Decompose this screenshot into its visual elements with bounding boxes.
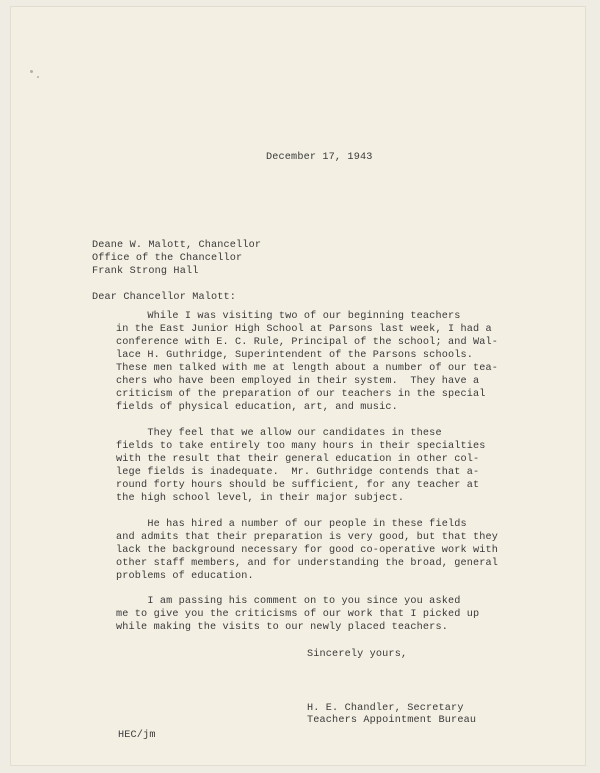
body-line: with the result that their general education in other col- [116,454,480,465]
paper-mark [30,70,33,73]
signature-name: H. E. Chandler, Secretary [307,703,464,714]
body-line: fields of physical education, art, and music. [116,402,398,413]
body-line: and admits that their preparation is very good, but that they [116,532,499,543]
body-line: problems of education. [116,571,254,582]
body-line: me to give you the criticisms of our work that I picked up [116,609,480,620]
body-line: in the East Junior High School at Parsons last week, I had a [116,324,492,335]
body-line: round forty hours should be sufficient, for any teacher at [116,480,480,491]
recipient-office: Office of the Chancellor [92,253,243,264]
body-line: while making the visits to our newly placed teachers. [116,622,448,633]
recipient-building: Frank Strong Hall [92,266,199,277]
body-line: lege fields is inadequate. Mr. Guthridge contends that a- [116,467,480,478]
paper-mark [37,76,39,78]
body-line: the high school level, in their major subject. [116,493,405,504]
body-line: fields to take entirely too many hours in their specialties [116,441,486,452]
signature-title: Teachers Appointment Bureau [307,715,477,726]
salutation: Dear Chancellor Malott: [92,292,237,303]
letter-page [10,6,586,766]
closing: Sincerely yours, [307,649,408,660]
body-line: lace H. Guthridge, Superintendent of the Parsons schools. [116,350,474,361]
body-line: These men talked with me at length about a number of our tea- [116,363,499,374]
letter-date: December 17, 1943 [266,152,373,163]
typist-initials: HEC/jm [118,730,156,741]
body-line: I am passing his comment on to you since you asked [116,596,461,607]
recipient-name: Deane W. Malott, Chancellor [92,240,262,251]
body-line: other staff members, and for understanding the broad, general [116,558,499,569]
body-line: chers who have been employed in their system. They have a [116,376,480,387]
body-line: He has hired a number of our people in these fields [116,519,467,530]
body-line: conference with E. C. Rule, Principal of the school; and Wal- [116,337,499,348]
body-line: While I was visiting two of our beginning teachers [116,311,461,322]
body-line: criticism of the preparation of our teachers in the special [116,389,486,400]
body-line: They feel that we allow our candidates in these [116,428,442,439]
body-line: lack the background necessary for good co-operative work with [116,545,499,556]
